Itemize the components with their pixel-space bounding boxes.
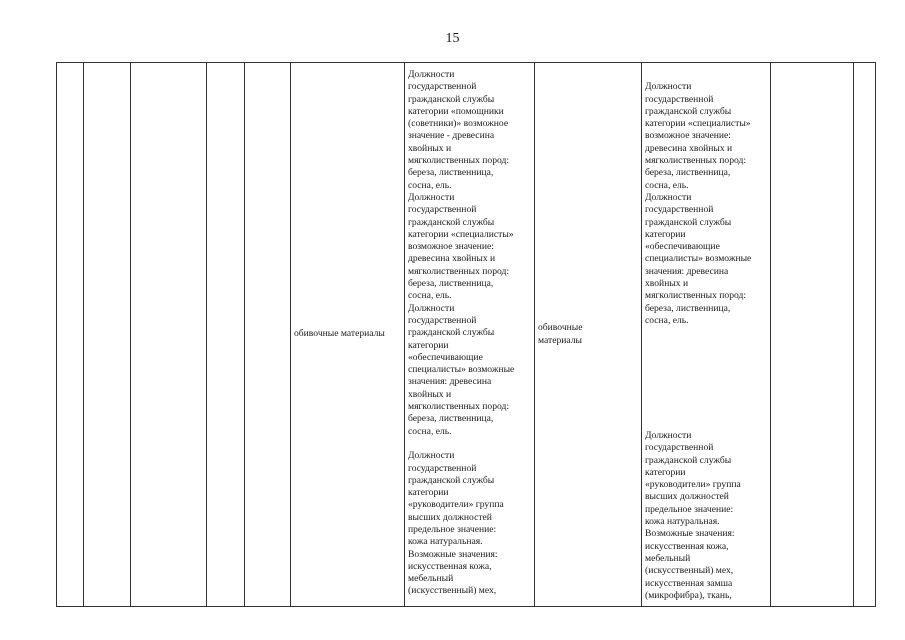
cell-text-bottom: Должности государственной гражданской службы категории «руководители» группа высших должностей предельное значение: кожа натуральная. Возможные значения: искусственная кожа, мебельный (искусственный) мех, искусственная замша (микрофибра), ткань, <box>645 430 741 601</box>
cell-description-left: Должности государственной гражданской службы категории «помощники (советники)» возможное значение - древесина хвойных и мягколиственных пород: береза, лиственница, сосна, ель. Должности государственной гражданской службы категории «специалисты» возможное значение: древесина хвойных и мягколиственных пород: береза, лиственница, сосна, ель. Должности государственной гражданской службы категории «обеспечивающие специалисты» возможные значения: древесина хвойных и мягколиственных пород: береза, лиственница, сосна, ель. Должности государственной гражданской службы категории «руководители» группа высших должностей предельное значение: кожа натуральная. Возможные значения: искусственная кожа, мебельный (искусственный) мех, <box>408 69 515 597</box>
column-divider <box>244 63 245 606</box>
cell-description-right <box>642 63 770 606</box>
column-divider <box>770 63 771 606</box>
column-divider <box>206 63 207 606</box>
cell-text-top: Должности государственной гражданской службы категории «специалисты» возможное значение: древесина хвойных и мягколиственных пород: береза, лиственница, сосна, ель. Должности государственной гражданской службы категории «обеспечивающие специалисты» возможные значения: древесина хвойных и мягколиственных пород: береза, лиственница, сосна, ель. <box>645 81 752 326</box>
cell-text: обивочные материалы <box>538 322 583 346</box>
cell-material-name <box>291 63 404 606</box>
cell-text: обивочные материалы <box>294 328 385 340</box>
column-divider <box>853 63 854 606</box>
column-divider <box>83 63 84 606</box>
cell-material-name-2 <box>535 63 641 606</box>
column-divider <box>130 63 131 606</box>
page-number: 15 <box>445 31 460 46</box>
data-table <box>56 62 876 607</box>
